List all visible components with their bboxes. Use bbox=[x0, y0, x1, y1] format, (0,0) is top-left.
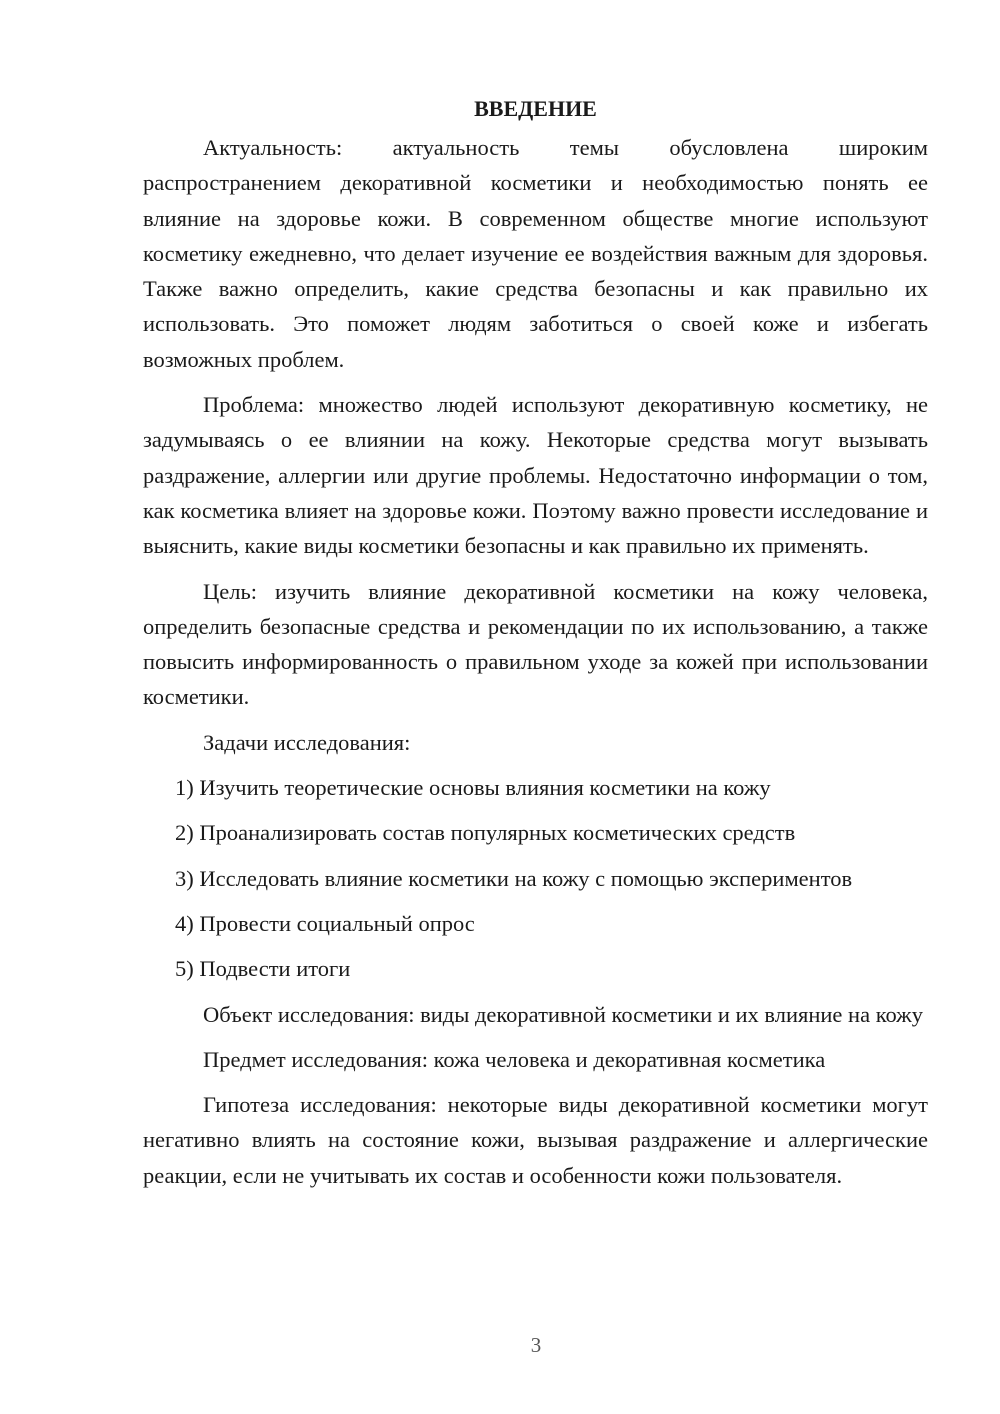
page-number: 3 bbox=[530, 1333, 542, 1357]
tasks-list bbox=[143, 770, 928, 986]
task-item: 5) Подвести итоги bbox=[175, 956, 351, 982]
task-item: 4) Провести социальный опрос bbox=[175, 910, 475, 936]
task-item: 2) Проанализировать состав популярных косметических средств bbox=[175, 820, 796, 846]
subject-paragraph: Предмет исследования: кожа человека и декоративная косметика bbox=[203, 1046, 826, 1072]
task-item: 3) Исследовать влияние косметики на кожу с помощью экспериментов bbox=[175, 865, 853, 891]
goal-paragraph: Цель: изучить влияние декоративной косметики на кожу человека, определить безопасные средства и рекомендации по их использованию, а также повысить информированность о правильном уходе за кожей при использовании косметики. bbox=[143, 578, 928, 710]
tasks-heading: Задачи исследования: bbox=[203, 729, 411, 755]
document-page bbox=[143, 94, 928, 1203]
page-title: ВВЕДЕНИЕ bbox=[474, 96, 597, 121]
relevance-paragraph: Актуальность: актуальность темы обусловлена широким распространением декоративной косметики и необходимостью понять ее влияние на здоровье кожи. В современном обществе многие используют косметику ежедневно, что делает изучение ее воздействия важным для здоровья. Также важно определить, какие средства безопасны и как правильно их использовать. Это поможет людям заботиться о своей коже и избегать возможных проблем. bbox=[143, 135, 928, 372]
hypothesis-paragraph: Гипотеза исследования: некоторые виды декоративной косметики могут негативно влиять на состояние кожи, вызывая раздражение и аллергические реакции, если не учитывать их состав и особенности кожи пользователя. bbox=[143, 1092, 928, 1188]
object-paragraph: Объект исследования: виды декоративной косметики и их влияние на кожу bbox=[203, 1001, 923, 1027]
task-item: 1) Изучить теоретические основы влияния косметики на кожу bbox=[175, 775, 771, 801]
problem-paragraph: Проблема: множество людей используют декоративную косметику, не задумываясь о ее влиянии на кожу. Некоторые средства могут вызывать раздражение, аллергии или другие проблемы. Недостаточно информации о том, как косметика влияет на здоровье кожи. Поэтому важно провести исследование и выяснить, какие виды косметики безопасны и как правильно их применять. bbox=[143, 392, 928, 559]
